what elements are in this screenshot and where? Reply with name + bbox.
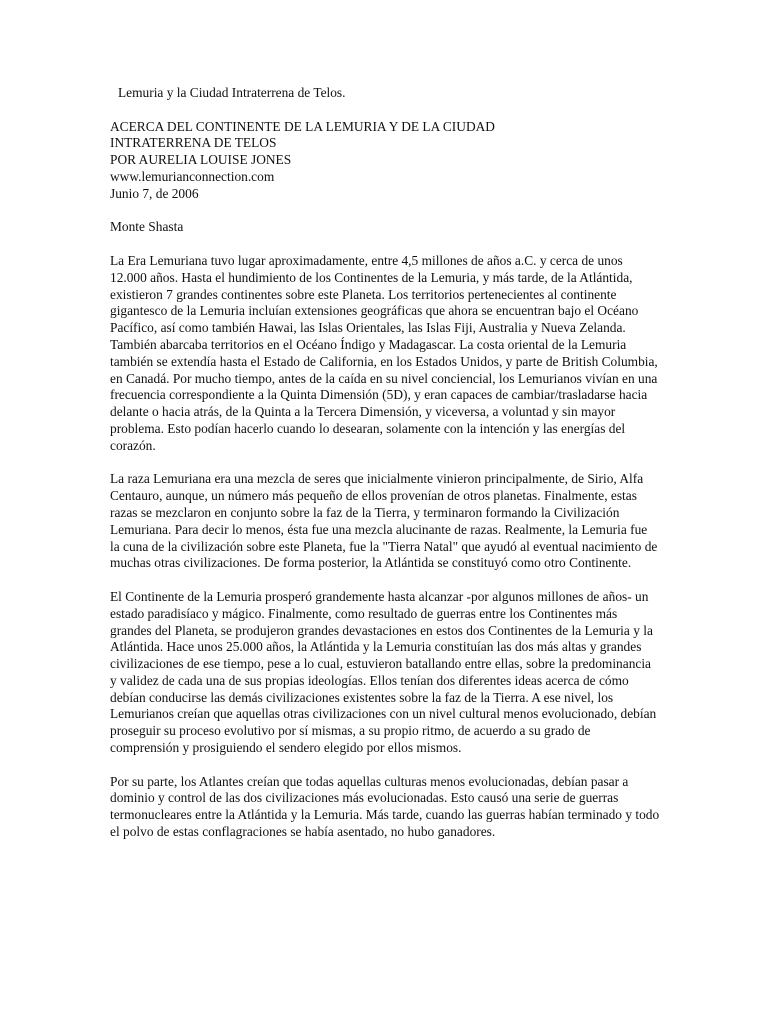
- document-page: [110, 85, 660, 858]
- header-line-author: POR AURELIA LOUISE JONES: [110, 152, 292, 168]
- header-line-website: www.lemurianconnection.com: [110, 168, 275, 184]
- document-title: Lemuria y la Ciudad Intraterrena de Telos.: [118, 85, 346, 100]
- header-line-heading-1: ACERCA DEL CONTINENTE DE LA LEMURIA Y DE LA CIUDAD: [110, 118, 495, 134]
- document-location: Monte Shasta: [110, 219, 184, 235]
- paragraph: La raza Lemuriana era una mezcla de seres que inicialmente vinieron principalmente, de Sirio, Alfa Centauro, aunque, un número más pequeño de ellos provenían de otros planetas. Finalmente, estas razas se mezclaron en conjunto sobre la faz de la Tierra, y terminaron formando la Civilización Lemuriana. Para decir lo menos, ésta fue una mezcla alucinante de razas. Realmente, la Lemuria fue la cuna de la civilización sobre este Planeta, fue la "Tierra Natal" que ayudó al eventual nacimiento de muchas otras civilizaciones. De forma posterior, la Atlántida se constituyó como otro Continente.: [110, 471, 658, 571]
- header-line-heading-2: INTRATERRENA DE TELOS: [110, 135, 277, 151]
- document-header: [110, 119, 660, 203]
- header-line-date: Junio 7, de 2006: [110, 185, 199, 201]
- paragraph: Por su parte, los Atlantes creían que todas aquellas culturas menos evolucionadas, debían pasar a dominio y control de las dos civilizaciones más evolucionadas. Esto causó una serie de guerras termonucleares entre la Atlántida y la Lemuria. Más tarde, cuando las guerras habían terminado y todo el polvo de estas conflagraciones se había asentado, no hubo ganadores.: [110, 773, 660, 840]
- paragraph: El Continente de la Lemuria prosperó grandemente hasta alcanzar -por algunos millones de años- un estado paradisíaco y mágico. Finalmente, como resultado de guerras entre los Continentes más grandes del Planeta, se produjeron grandes devastaciones en estos dos Continentes de la Lemuria y la Atlántida. Hace unos 25.000 años, la Atlántida y la Lemuria constituían las dos más altas y grandes civilizaciones de ese tiempo, pese a lo cual, estuvieron batallando entre ellas, sobre la predominancia y validez de cada una de sus propias ideologías. Ellos tenían dos diferentes ideas acerca de cómo debían conducirse las demás civilizaciones existentes sobre la faz de la Tierra. A ese nivel, los Lemurianos creían que aquellas otras civilizaciones con un nivel cultural menos evolucionado, debían proseguir su proceso evolutivo por sí mismas, a su propio ritmo, de acuerdo a su grado de comprensión y prosiguiendo el sendero elegido por ellos mismos.: [110, 588, 657, 756]
- paragraph: La Era Lemuriana tuvo lugar aproximadamente, entre 4,5 millones de años a.C. y cerca de unos 12.000 años. Hasta el hundimiento de los Continentes de la Lemuria, y más tarde, de la Atlántida, existieron 7 grandes continentes sobre este Planeta. Los territorios pertenecientes al continente gigantesco de la Lemuria incluían extensiones geográficas que ahora se encuentran bajo el Océano Pacífico, así como también Hawai, las Islas Orientales, las Islas Fiji, Australia y Nueva Zelanda. También abarcaba territorios en el Océano Índigo y Madagascar. La costa oriental de la Lemuria también se extendía hasta el Estado de California, en los Estados Unidos, y parte de British Columbia, en Canadá. Por mucho tiempo, antes de la caída en su nivel conciencial, los Lemurianos vivían en una frecuencia correspondiente a la Quinta Dimensión (5D), y eran capaces de cambiar/trasladarse hacia delante o hacia atrás, de la Quinta a la Tercera Dimensión, y viceversa, a voluntad y sin mayor problema. Esto podían hacerlo cuando lo desearan, solamente con la intención y las energías del corazón.: [110, 252, 658, 453]
